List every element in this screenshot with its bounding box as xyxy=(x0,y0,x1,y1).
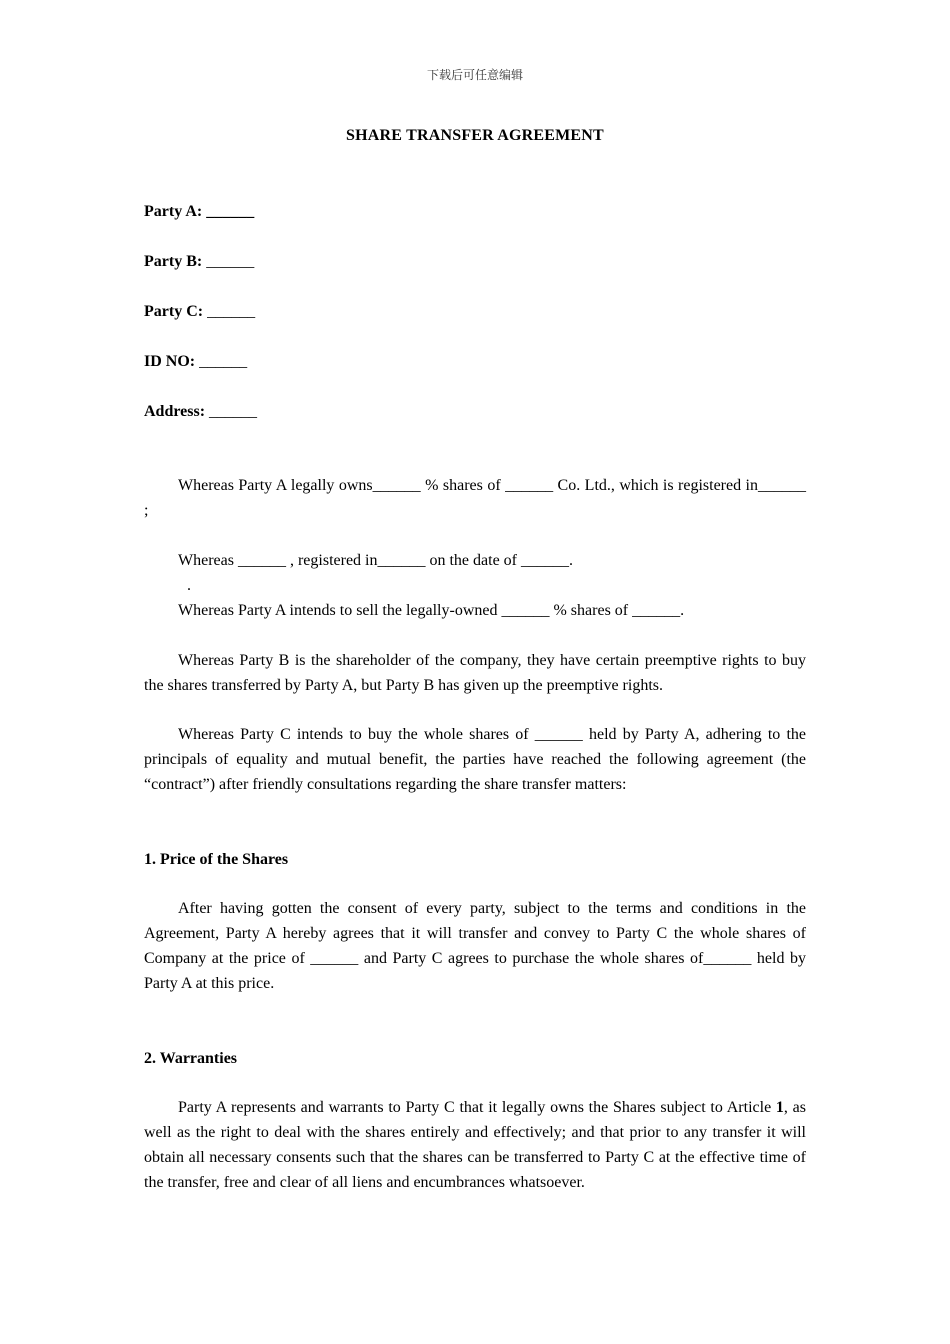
recital-paragraph-5: Whereas Party C intends to buy the whole shares of ______ held by Party A, adhering to the principals of equality and mutual benefit, the parties have reached the following agreement (the “contract”) after friendly consultations regarding the share transfer matters: xyxy=(144,726,806,793)
recital-paragraph-4: Whereas Party B is the shareholder of the company, they have certain preemptive rights to buy the shares transferred by Party A, but Party B has given up the preemptive rights. xyxy=(144,652,806,694)
document-title: SHARE TRANSFER AGREEMENT xyxy=(346,127,604,144)
field-address xyxy=(144,399,257,424)
field-value: ______ xyxy=(206,203,255,220)
field-party-a xyxy=(144,199,254,224)
section-body-warranties xyxy=(144,1095,806,1195)
field-value: ______ xyxy=(199,353,248,370)
field-party-b xyxy=(144,249,254,274)
field-label: ID NO: xyxy=(144,353,196,370)
article-reference: 1 xyxy=(775,1099,784,1116)
field-value: ______ xyxy=(207,303,256,320)
field-value: ______ xyxy=(209,403,258,420)
recital-paragraph-2: Whereas ______ , registered in______ on the date of ______. xyxy=(178,552,574,569)
stray-dot: . xyxy=(187,577,191,594)
section-heading-price: 1. Price of the Shares xyxy=(144,851,289,868)
header-note: 下载后可任意编辑 xyxy=(426,68,523,82)
warranties-text-end: , as well as the right to deal with the shares entirely and effectively; and that prior to any transfer it will obtain all necessary consents such that the shares can be transferred to Party C at the effective time of the transfer, free and clear of all liens and encumbrances whatsoever. xyxy=(144,1099,806,1191)
section-heading-warranties: 2. Warranties xyxy=(144,1050,238,1067)
field-label: Address: xyxy=(144,403,206,420)
field-id-no xyxy=(144,349,247,374)
section-body-price: After having gotten the consent of every party, subject to the terms and conditions in the Agreement, Party A hereby agrees that it will transfer and convey to Party C the whole shares of Company at the price of ______ and Party C agrees to purchase the whole shares of______ held by Party A at this price. xyxy=(144,900,806,992)
field-party-c xyxy=(144,299,255,324)
field-label: Party C: xyxy=(144,303,204,320)
recital-paragraph-3: Whereas Party A intends to sell the legally-owned ______ % shares of ______. xyxy=(178,602,685,619)
field-label: Party A: xyxy=(144,203,203,220)
recital-paragraph-1: Whereas Party A legally owns______ % shares of ______ Co. Ltd., which is registered in______ ; xyxy=(144,477,806,519)
field-label: Party B: xyxy=(144,253,203,270)
warranties-text-start: Party A represents and warrants to Party C that it legally owns the Shares subject to Article xyxy=(178,1099,776,1116)
field-value: ______ xyxy=(206,253,255,270)
